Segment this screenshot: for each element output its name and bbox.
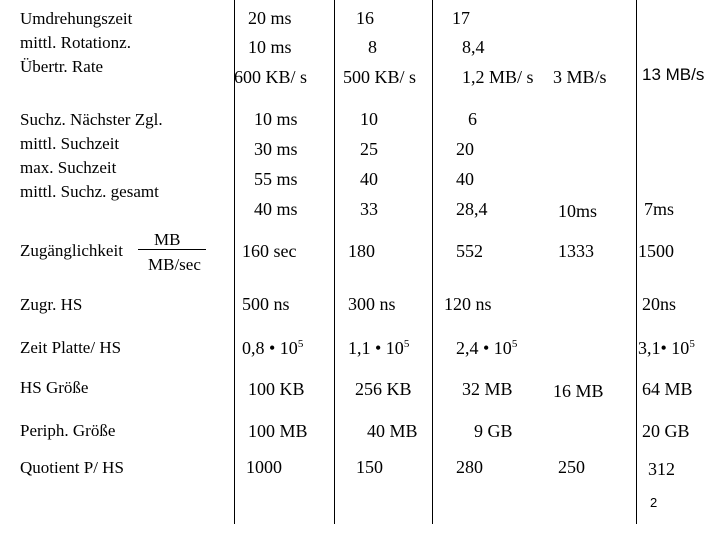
col1-zeit-platte-base: 0,8 • 10 [242, 338, 298, 358]
fraction-numerator: MB [154, 230, 181, 249]
col3-zeit-platte-hs [456, 339, 517, 357]
col3-hs-groesse: 32 MB [462, 379, 513, 399]
col5-rate: 13 MB/s [642, 65, 705, 84]
col2-periph-groesse: 40 MB [367, 421, 418, 441]
col1-mittl-gesamt: 40 ms [254, 199, 298, 219]
col2-zeit-platte-exp: 5 [403, 338, 410, 350]
col2-rotationszeit: 8 [368, 37, 377, 57]
col5-zugriff-hs: 20ns [642, 294, 677, 314]
column-divider-4 [636, 0, 637, 524]
col2-zugriff-hs: 300 ns [348, 294, 396, 314]
col2-zugaenglichkeit: 180 [348, 241, 375, 261]
page-number: 2 [650, 495, 658, 510]
col3-mittl-suchzeit: 20 [456, 139, 474, 159]
col2-mittl-gesamt: 33 [360, 199, 378, 219]
col2-suchzeit-naechster: 10 [360, 109, 378, 129]
col1-quotient: 1000 [246, 457, 282, 477]
col1-suchzeit-naechster: 10 ms [254, 109, 298, 129]
col3-zeit-platte-base: 2,4 • 10 [456, 338, 512, 358]
label-mittl-suchzeit: mittl. Suchzeit [20, 134, 120, 153]
col4-zugaenglichkeit: 1333 [558, 241, 594, 261]
col4-quotient: 250 [558, 457, 585, 477]
col3-umdrehungszeit: 17 [452, 8, 470, 28]
label-zugaenglichkeit: Zugänglichkeit [20, 241, 123, 260]
col5-zeit-platte-hs [638, 339, 695, 357]
col1-mittl-suchzeit: 30 ms [254, 139, 298, 159]
col5-hs-groesse: 64 MB [642, 379, 693, 399]
col5-periph-groesse: 20 GB [642, 421, 690, 441]
col3-periph-groesse: 9 GB [474, 421, 513, 441]
col5-zeit-platte-exp: 5 [689, 338, 695, 350]
col2-hs-groesse: 256 KB [355, 379, 412, 399]
col1-zeit-platte-hs [242, 339, 303, 357]
column-divider-3 [432, 0, 433, 524]
label-zeit-platte-hs: Zeit Platte/ HS [20, 338, 122, 357]
col2-quotient: 150 [356, 457, 383, 477]
col3-quotient: 280 [456, 457, 483, 477]
label-quotient: Quotient P/ HS [20, 458, 124, 477]
label-umdrehungszeit: Umdrehungszeit [20, 9, 133, 28]
col1-zeit-platte-exp: 5 [297, 338, 304, 350]
label-rotationszeit: mittl. Rotationz. [20, 33, 131, 52]
label-periph-groesse: Periph. Größe [20, 421, 116, 440]
column-divider-2 [334, 0, 335, 524]
col1-rotationszeit: 10 ms [248, 37, 292, 57]
label-max-suchzeit: max. Suchzeit [20, 158, 117, 177]
col1-periph-groesse: 100 MB [248, 421, 308, 441]
fraction-line [138, 249, 206, 250]
col3-zeit-platte-exp: 5 [511, 338, 518, 350]
col2-max-suchzeit: 40 [360, 169, 378, 189]
col3-zugaenglichkeit: 552 [456, 241, 483, 261]
label-uebertragungsrate: Übertr. Rate [20, 57, 104, 76]
col2-zeit-platte-hs [348, 339, 409, 357]
col3-zugriff-hs: 120 ns [444, 294, 492, 314]
col3-suchzeit-naechster: 6 [468, 109, 477, 129]
label-suchzeit-naechster: Suchz. Nächster Zgl. [20, 110, 163, 129]
col2-zeit-platte-base: 1,1 • 10 [348, 338, 404, 358]
label-hs-groesse: HS Größe [20, 378, 89, 397]
col3-rotationszeit: 8,4 [462, 37, 485, 57]
col3-mittl-gesamt: 28,4 [456, 199, 488, 219]
col5-quotient: 312 [648, 459, 675, 479]
col5-zeit-platte-base: 3,1• 10 [638, 338, 690, 358]
col4-hs-groesse: 16 MB [553, 381, 604, 401]
col4-rate: 3 MB/s [553, 67, 607, 87]
col2-umdrehungszeit: 16 [356, 8, 374, 28]
col2-rate: 500 KB/ s [343, 67, 417, 87]
col5-mittl-gesamt: 7ms [644, 199, 675, 219]
col4-mittl-gesamt: 10ms [558, 201, 598, 221]
col1-hs-groesse: 100 KB [248, 379, 305, 399]
col2-mittl-suchzeit: 25 [360, 139, 378, 159]
col1-zugaenglichkeit: 160 sec [242, 241, 297, 261]
label-mittl-suchzeit-gesamt: mittl. Suchz. gesamt [20, 182, 159, 201]
label-zugriff-hs: Zugr. HS [20, 295, 83, 314]
col1-rate: 600 KB/ s [234, 67, 308, 87]
col1-umdrehungszeit: 20 ms [248, 8, 292, 28]
col3-rate: 1,2 MB/ s [462, 67, 534, 87]
col5-zugaenglichkeit: 1500 [638, 241, 674, 261]
col3-max-suchzeit: 40 [456, 169, 474, 189]
col1-max-suchzeit: 55 ms [254, 169, 298, 189]
col1-zugriff-hs: 500 ns [242, 294, 290, 314]
fraction-denominator: MB/sec [148, 255, 201, 274]
